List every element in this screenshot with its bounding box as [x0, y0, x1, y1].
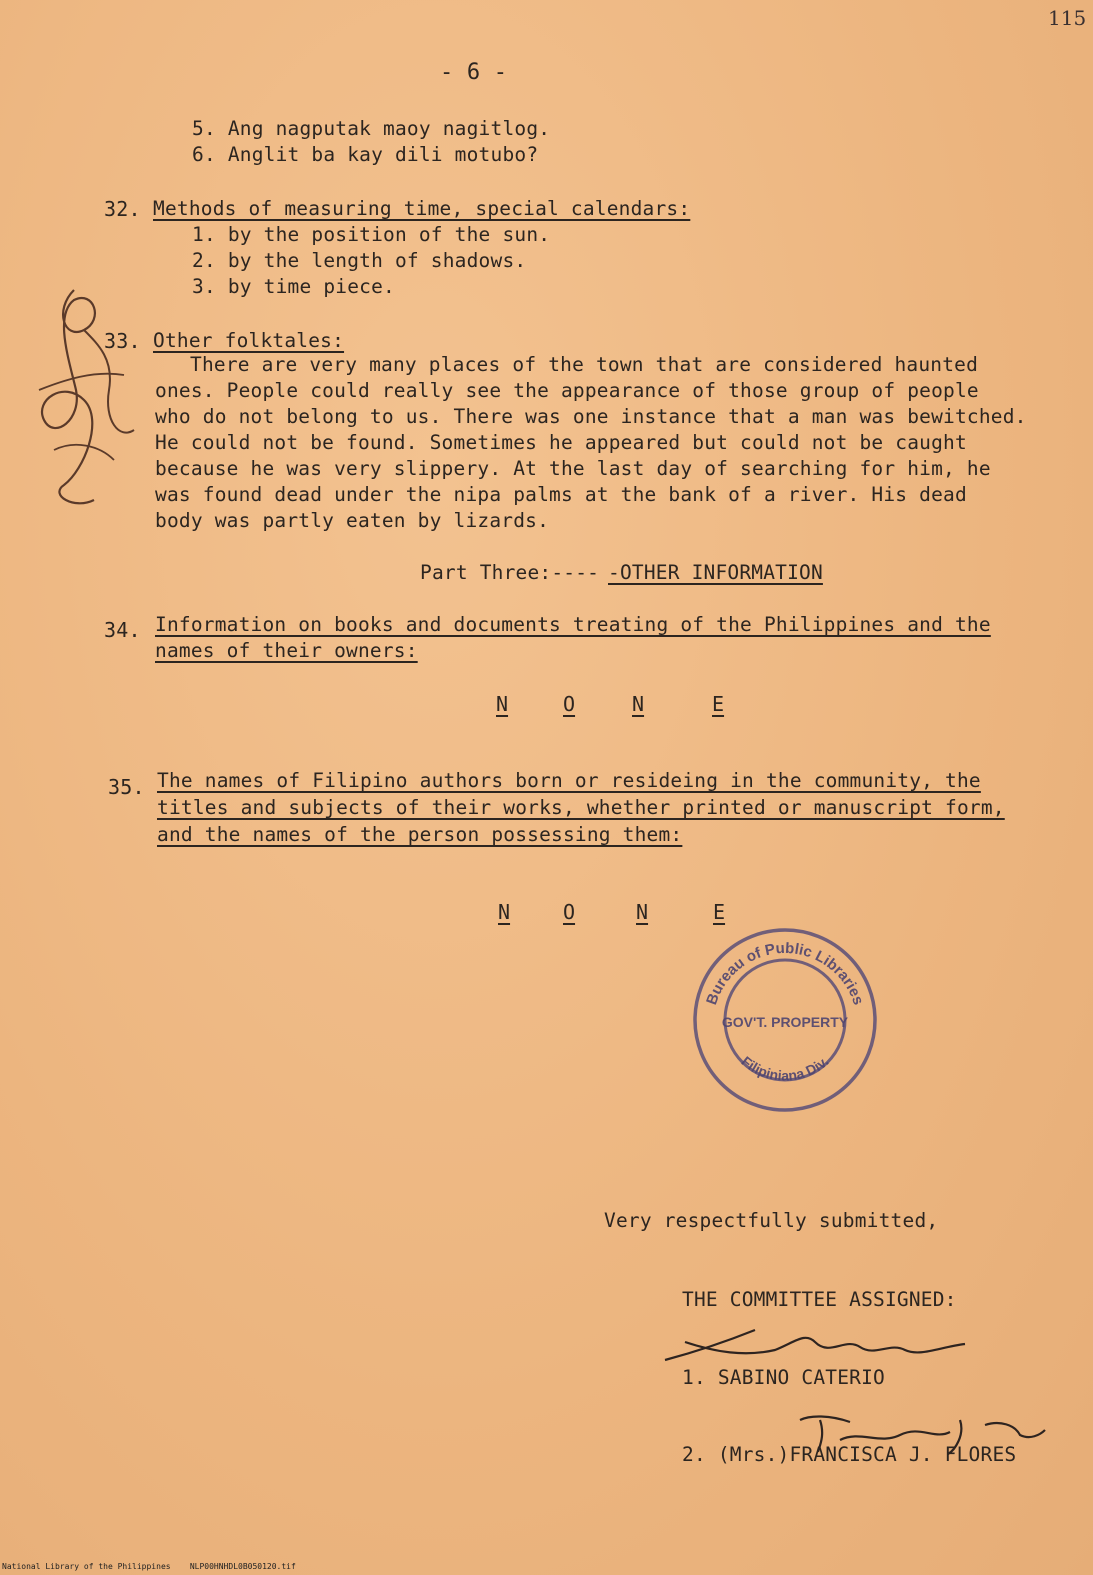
answer-letter: N [636, 900, 649, 924]
archive-page-number: 115 [1048, 6, 1087, 30]
committee-member: 1. SABINO CATERIO [682, 1366, 885, 1389]
answer-letter: N [498, 900, 511, 924]
committee-label: THE COMMITTEE ASSIGNED: [682, 1288, 957, 1311]
answer-letter: N [496, 692, 509, 716]
closing-line: Very respectfully submitted, [604, 1209, 939, 1232]
item-33-line: was found dead under the nipa palms at the bank of a river. His dead [155, 483, 967, 506]
item-34-line: Information on books and documents treating of the Philippines and the [155, 613, 991, 636]
item-35-line: and the names of the person possessing them: [157, 823, 683, 846]
item-35-line: The names of Filipino authors born or resideing in the community, the [157, 769, 981, 792]
stamp-ring-top: Bureau of Public Libraries [703, 939, 867, 1008]
stamp-ring-bottom: Filipiniana Div. [738, 1052, 832, 1084]
item-33-line: There are very many places of the town that are considered haunted [190, 353, 979, 376]
answer-letter: E [713, 900, 726, 924]
item-32-number: 32. [104, 197, 141, 221]
margin-initials-signature [14, 270, 144, 530]
svg-text:Filipiniana Div. [739, 1053, 832, 1084]
item-35-line: titles and subjects of their works, whether printed or manuscript form, [157, 796, 1005, 819]
page-number: - 6 - [440, 60, 508, 85]
item-32-heading: Methods of measuring time, special calendars: [153, 197, 691, 220]
item-32-line: 3. by time piece. [192, 275, 395, 298]
answer-letter: N [632, 692, 645, 716]
item-34-line: names of their owners: [155, 639, 418, 662]
item-33-line: ones. People could really see the appearance of those group of people [155, 379, 979, 402]
riddle-line: 6. Anglit ba kay dili motubo? [192, 143, 539, 166]
riddle-line: 5. Ang nagputak maoy nagitlog. [192, 117, 551, 140]
scan-footer: National Library of the Philippines NLP00HNHDL0B050120.tif [2, 1562, 296, 1571]
item-32-line: 1. by the position of the sun. [192, 223, 551, 246]
item-33-line: who do not belong to us. There was one instance that a man was bewitched. [155, 405, 1027, 428]
item-33-number: 33. [104, 329, 141, 353]
item-35-number: 35. [108, 775, 145, 799]
item-33-line: He could not be found. Sometimes he appeared but could not be caught [155, 431, 967, 454]
committee-member: 2. (Mrs.)FRANCISCA J. FLORES [682, 1443, 1017, 1466]
item-33-heading: Other folktales: [153, 329, 345, 352]
answer-letter: O [563, 900, 576, 924]
item-33-line: body was partly eaten by lizards. [155, 509, 550, 532]
item-34-number: 34. [104, 618, 141, 642]
answer-letter: O [563, 692, 576, 716]
library-stamp [688, 925, 882, 1115]
item-32-line: 2. by the length of shadows. [192, 249, 527, 272]
stamp-center: GOV'T. PROPERTY [721, 1014, 849, 1030]
part-three-title: -OTHER INFORMATION [608, 561, 823, 584]
item-33-line: because he was very slippery. At the last day of searching for him, he [155, 457, 991, 480]
answer-letter: E [712, 692, 725, 716]
part-three-prefix: Part Three:---- [420, 561, 600, 584]
